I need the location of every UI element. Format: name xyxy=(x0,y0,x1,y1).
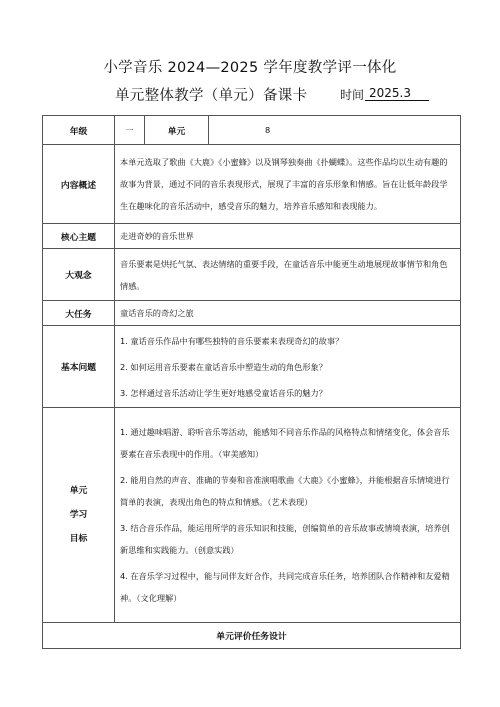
goal-item: 1. 通过趣味唱游、聆听音乐等活动，能感知不同音乐作品的风格特点和情绪变化，体会音乐要素在音乐表现中的作用。（审美感知） xyxy=(120,427,450,459)
grade-row xyxy=(43,116,461,145)
overview-row xyxy=(43,145,461,224)
theme-label: 核心主题 xyxy=(43,224,115,249)
question-item: 3. 怎样通过音乐活动让学生更好地感受童话音乐的魅力？ xyxy=(120,387,327,398)
footer-row xyxy=(43,623,461,649)
question-item: 1. 童话音乐作品中有哪些独特的音乐要素来表现奇幻的故事？ xyxy=(120,335,344,346)
goals-label xyxy=(43,408,115,623)
overview-text: 本单元选取了歌曲《大鹿》《小蜜蜂》以及钢琴独奏曲《扑蝴蝶》。这些作品均以生动有趣的故事为背景，通过不同的音乐表现形式，展现了丰富的音乐形象和情感。旨在让低年龄段学生在趣味化的音乐活动中，感受音乐的魅力，培养音乐感知和表现能力。 xyxy=(115,145,461,224)
document-title: 小学音乐 2024—2025 学年度教学评一体化 xyxy=(103,60,397,76)
task-row xyxy=(43,301,461,326)
goals-label-line: 单元 xyxy=(69,486,88,496)
theme-text: 走进奇妙的音乐世界 xyxy=(115,224,461,249)
concept-text: 音乐要素是烘托气氛、表达情绪的重要手段，在童话音乐中能更生动地展现故事情节和角色情感。 xyxy=(115,249,461,301)
questions-list xyxy=(115,326,461,408)
date-label: 时间 xyxy=(340,88,365,102)
goals-list xyxy=(115,408,461,623)
questions-row xyxy=(43,326,461,408)
questions-label: 基本问题 xyxy=(43,326,115,408)
grade-label: 年级 xyxy=(43,116,115,145)
goals-row xyxy=(43,408,461,623)
evaluation-section-title: 单元评价任务设计 xyxy=(43,623,461,649)
grade-value: 一 xyxy=(115,116,145,145)
unit-value: 8 xyxy=(209,116,461,145)
task-text: 童话音乐的奇幻之旅 xyxy=(115,301,461,326)
overview-label: 内容概述 xyxy=(43,145,115,224)
goal-item: 3. 结合音乐作品，能运用所学的音乐知识和技能，创编简单的音乐故事或情境表演，培养创新思维和实践能力。（创意实践） xyxy=(120,523,450,555)
goal-item: 2. 能用自然的声音、准确的节奏和音准演唱歌曲《大鹿》《小蜜蜂》，并能根据音乐情境进行简单的表演，表现出角色的特点和情感。（艺术表现） xyxy=(120,475,450,507)
task-label: 大任务 xyxy=(43,301,115,326)
date-value: 2025.3 xyxy=(365,86,429,101)
concept-row xyxy=(43,249,461,301)
unit-label: 单元 xyxy=(145,116,209,145)
question-item: 2. 如何运用音乐要素在童话音乐中塑造生动的角色形象？ xyxy=(120,361,327,372)
goals-label-line: 目标 xyxy=(69,534,88,544)
concept-label: 大观念 xyxy=(43,249,115,301)
goals-label-line: 学习 xyxy=(69,510,88,520)
theme-row xyxy=(43,224,461,249)
document-subtitle: 单元整体教学（单元）备课卡 xyxy=(115,88,308,104)
goal-item: 4. 在音乐学习过程中，能与同伴友好合作，共同完成音乐任务，培养团队合作精神和友爱精神。（文化理解） xyxy=(120,571,450,603)
lesson-plan-table xyxy=(42,115,461,649)
